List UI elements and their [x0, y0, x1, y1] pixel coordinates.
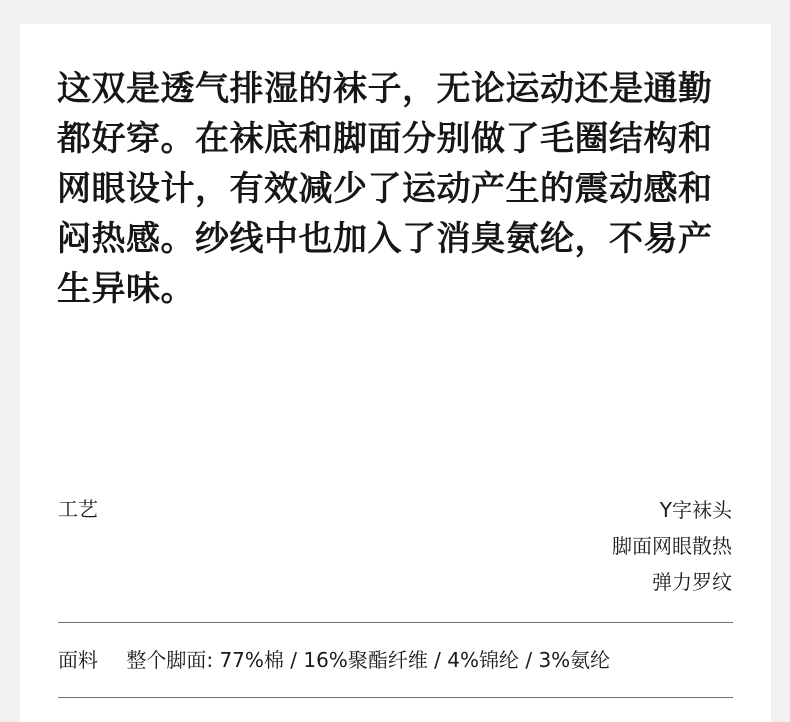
craft-list [612, 492, 732, 600]
fabric-label: 面料 [58, 648, 98, 672]
craft-item: Y字袜头 [659, 498, 732, 522]
craft-label: 工艺 [58, 497, 98, 521]
craft-item: 弹力罗纹 [652, 570, 732, 594]
section-divider [58, 622, 733, 623]
product-detail-card [20, 24, 771, 722]
section-divider [58, 697, 733, 698]
fabric-row [58, 645, 610, 675]
fabric-composition: 整个脚面: 77%棉 / 16%聚酯纤维 / 4%锦纶 / 3%氨纶 [126, 648, 611, 672]
product-description: 这双是透气排湿的袜子，无论运动还是通勤都好穿。在袜底和脚面分别做了毛圈结构和网眼设计，有效减少了运动产生的震动感和闷热感。纱线中也加入了消臭氨纶，不易产生异味。 [57, 69, 713, 309]
craft-item: 脚面网眼散热 [612, 534, 732, 558]
